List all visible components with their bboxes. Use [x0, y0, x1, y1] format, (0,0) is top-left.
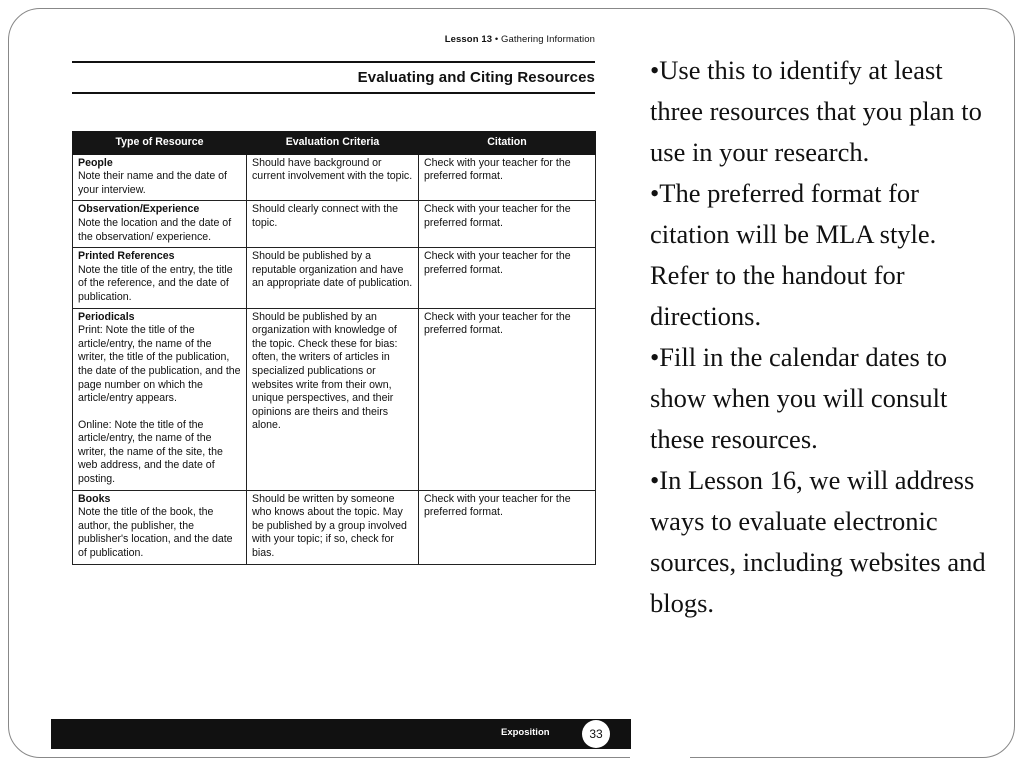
page-number: 33 — [582, 720, 610, 748]
citation-cell: Check with your teacher for the preferred format. — [419, 154, 596, 201]
resource-type: Books — [78, 492, 111, 505]
lesson-topic: Gathering Information — [501, 34, 595, 45]
table-row — [73, 490, 596, 564]
table-header-row — [73, 132, 596, 155]
evaluation-criteria-cell: Should be published by an organization with knowledge of the topic. Check these for bias: often, the writers of articles in specialized publications or websites write from their own, unique perspectives, and their opinions are theirs and theirs alone. — [247, 308, 419, 490]
frame-gap — [630, 753, 690, 763]
resource-type-cell — [73, 154, 247, 201]
running-header — [445, 34, 595, 45]
resource-type-cell — [73, 201, 247, 248]
resource-type: People — [78, 156, 113, 169]
bullet-item: •In Lesson 16, we will address ways to evaluate electronic sources, including websites and blogs. — [650, 465, 986, 618]
evaluation-criteria-cell: Should have background or current involvement with the topic. — [247, 154, 419, 201]
header-separator: • — [492, 34, 502, 45]
bullet-list — [650, 50, 995, 624]
resource-note: Note the title of the book, the author, the publisher, the publisher's location, and the date of publication. — [78, 506, 233, 560]
footer-bar — [51, 719, 631, 749]
column-header: Evaluation Criteria — [247, 132, 419, 155]
evaluation-criteria-cell: Should be written by someone who knows about the topic. May be published by a group involved with your topic; if so, check for bias. — [247, 490, 419, 564]
resource-type-cell — [73, 490, 247, 564]
resource-note: Print: Note the title of the article/entry, the name of the writer, the title of the publication, the date of the publication, and the page number on which the article/entry appears. — [78, 324, 241, 405]
bullet-item: •Use this to identify at least three resources that you plan to use in your research. — [650, 55, 982, 167]
citation-cell: Check with your teacher for the preferred format. — [419, 490, 596, 564]
citation-cell: Check with your teacher for the preferred format. — [419, 201, 596, 248]
resource-note: Note the title of the entry, the title of the reference, and the date of publication. — [78, 263, 233, 303]
citation-cell: Check with your teacher for the preferred format. — [419, 308, 596, 490]
scanned-page — [50, 30, 635, 752]
footer-section-label: Exposition — [501, 727, 550, 738]
resource-note: Note the location and the date of the observation/ experience. — [78, 216, 232, 243]
title-rule-top — [72, 61, 595, 63]
column-header: Citation — [419, 132, 596, 155]
resources-table — [72, 131, 596, 565]
table-row — [73, 248, 596, 308]
bullet-item: •The preferred format for citation will be MLA style. Refer to the handout for directions. — [650, 178, 937, 331]
table-row — [73, 308, 596, 490]
resource-type-cell — [73, 248, 247, 308]
table-row — [73, 154, 596, 201]
resource-type: Periodicals — [78, 310, 135, 323]
lesson-number: Lesson 13 — [444, 34, 493, 45]
evaluation-criteria-cell: Should clearly connect with the topic. — [247, 201, 419, 248]
page-title: Evaluating and Citing Resources — [357, 69, 595, 86]
table-row — [73, 201, 596, 248]
column-header: Type of Resource — [73, 132, 247, 155]
resource-note-online: Online: Note the title of the article/entry, the name of the writer, the name of the site, the web address, and the date of posting. — [78, 418, 223, 486]
bullet-item: •Fill in the calendar dates to show when you will consult these resources. — [650, 342, 948, 454]
resource-type-cell — [73, 308, 247, 490]
resource-type: Printed References — [78, 250, 175, 263]
resource-type: Observation/Experience — [78, 203, 200, 216]
citation-cell: Check with your teacher for the preferred format. — [419, 248, 596, 308]
title-rule-bottom — [72, 92, 595, 94]
resource-note: Note their name and the date of your interview. — [78, 170, 228, 196]
evaluation-criteria-cell: Should be published by a reputable organization and have an appropriate date of publication. — [247, 248, 419, 308]
